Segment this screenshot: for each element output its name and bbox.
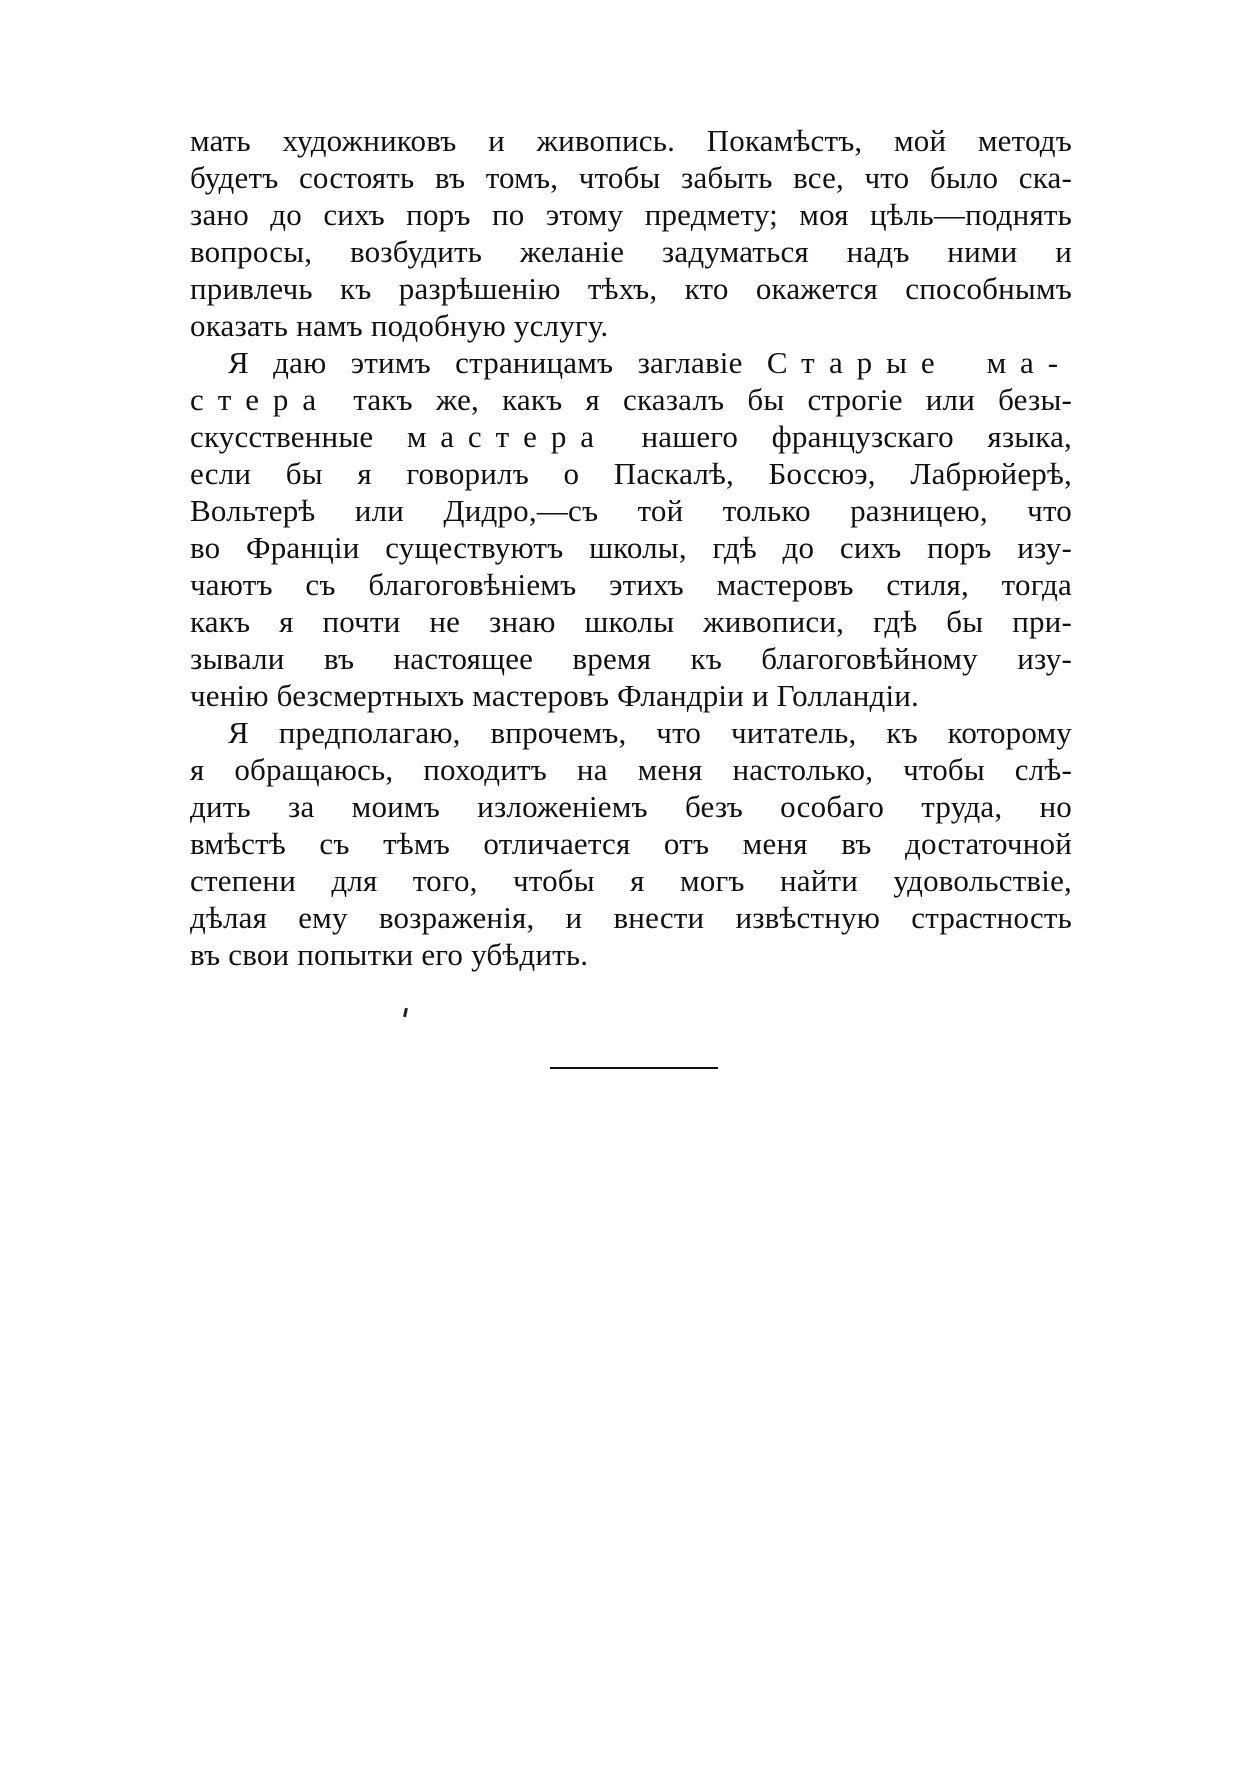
text-run: нашего французскаго языка, (641, 419, 1073, 454)
text-line: ченію безсмертныхъ мастеровъ Фландріи и Голландіи. (190, 678, 920, 713)
text-run: такъ же, какъ я сказалъ бы строгіе или безы- (353, 382, 1072, 417)
text-line: Вольтерѣ или Дидро,—съ той только разницею, что (190, 493, 1072, 528)
body-text (190, 122, 1072, 973)
text-line: если бы я говорилъ о Паскалѣ, Боссюэ, Лабрюйерѣ, (190, 456, 1072, 491)
spaced-title-part: стера (190, 382, 331, 417)
text-line (190, 381, 1072, 418)
text-line (190, 344, 1072, 381)
text-line: Я предполагаю, впрочемъ, что читатель, къ которому (228, 715, 1072, 750)
text-run: Я даю этимъ страницамъ заглавіе (228, 345, 743, 380)
text-line: зано до сихъ поръ по этому предмету; моя цѣль—поднять (190, 197, 1072, 232)
text-line: я обращаюсь, походитъ на меня настолько, чтобы слѣ- (190, 752, 1072, 787)
text-line: дѣлая ему возраженія, и внести извѣстную страстность (190, 900, 1072, 935)
text-line: зывали въ настоящее время къ благоговѣйному изу- (190, 641, 1072, 676)
paragraph-2 (190, 344, 1072, 714)
text-line: во Франціи существуютъ школы, гдѣ до сихъ поръ изу- (190, 530, 1072, 565)
text-line (190, 418, 1072, 455)
text-line: въ свои попытки его убѣдить. (190, 937, 589, 972)
spaced-word: мастера (406, 419, 608, 454)
text-line: оказать намъ подобную услугу. (190, 308, 609, 343)
paragraph-1 (190, 122, 1072, 344)
text-line: будетъ состоять въ томъ, чтобы забыть все, что было ска- (190, 160, 1072, 195)
text-line: мать художниковъ и живопись. Покамѣстъ, мой методъ (190, 123, 1072, 158)
text-line: какъ я почти не знаю школы живописи, гдѣ бы при- (190, 604, 1072, 639)
section-end-rule (550, 1067, 718, 1069)
text-line: дить за моимъ изложеніемъ безъ особаго труда, но (190, 789, 1072, 824)
text-run: скусственные (190, 419, 374, 454)
text-line: вопросы, возбудить желаніе задуматься надъ ними и (190, 234, 1072, 269)
text-line: привлечь къ разрѣшенію тѣхъ, кто окажется способнымъ (190, 271, 1072, 306)
paragraph-3 (190, 714, 1072, 973)
text-line: чаютъ съ благоговѣніемъ этихъ мастеровъ стиля, тогда (190, 567, 1072, 602)
text-line: степени для того, чтобы я могъ найти удовольствіе, (190, 863, 1072, 898)
ink-speck (403, 1008, 408, 1017)
spaced-title-part: Старые ма- (766, 345, 1073, 380)
text-line: вмѣстѣ съ тѣмъ отличается отъ меня въ достаточной (190, 826, 1072, 861)
